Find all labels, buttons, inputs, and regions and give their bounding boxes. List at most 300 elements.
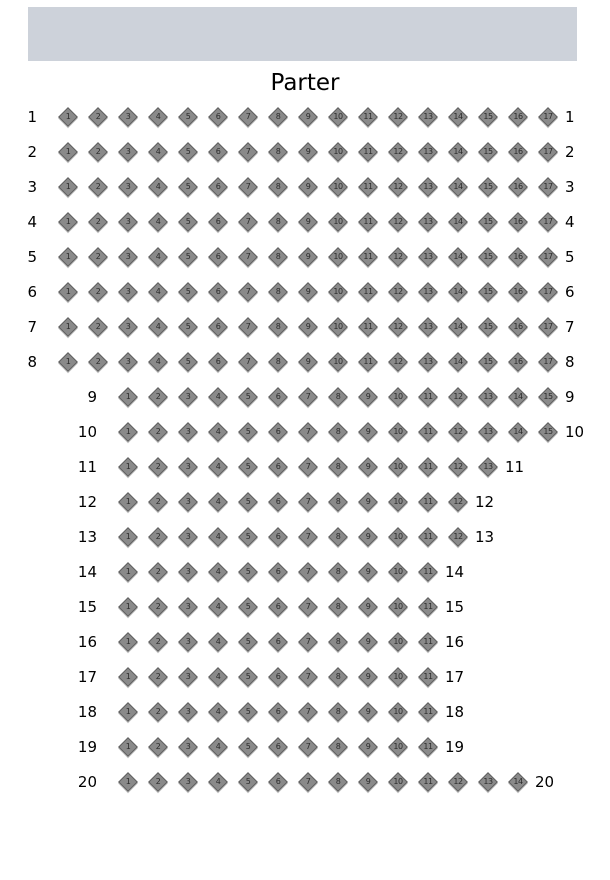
seat-number: 1 bbox=[65, 147, 71, 156]
seat[interactable] bbox=[118, 562, 138, 582]
seat[interactable] bbox=[388, 387, 408, 407]
seat[interactable] bbox=[148, 352, 168, 372]
seat[interactable] bbox=[268, 562, 288, 582]
seat[interactable] bbox=[388, 142, 408, 162]
seat[interactable] bbox=[298, 632, 318, 652]
seat[interactable] bbox=[358, 597, 378, 617]
seat-number: 2 bbox=[155, 672, 161, 681]
seat[interactable] bbox=[148, 527, 168, 547]
seat[interactable] bbox=[238, 632, 258, 652]
seat-number: 12 bbox=[393, 357, 403, 366]
seat[interactable] bbox=[148, 667, 168, 687]
seat[interactable] bbox=[298, 492, 318, 512]
seat[interactable] bbox=[478, 282, 498, 302]
seat[interactable] bbox=[418, 597, 438, 617]
seat[interactable] bbox=[388, 562, 408, 582]
seat[interactable] bbox=[268, 212, 288, 232]
seat[interactable] bbox=[88, 107, 108, 127]
seat[interactable] bbox=[358, 562, 378, 582]
seat[interactable] bbox=[298, 737, 318, 757]
seat[interactable] bbox=[118, 457, 138, 477]
seat[interactable] bbox=[418, 632, 438, 652]
seat[interactable] bbox=[478, 457, 498, 477]
seat[interactable] bbox=[238, 317, 258, 337]
seat[interactable] bbox=[328, 527, 348, 547]
seat[interactable] bbox=[358, 667, 378, 687]
seat[interactable] bbox=[148, 632, 168, 652]
seat[interactable] bbox=[118, 177, 138, 197]
seat[interactable] bbox=[268, 632, 288, 652]
seat[interactable] bbox=[148, 282, 168, 302]
seat[interactable] bbox=[358, 702, 378, 722]
seat[interactable] bbox=[448, 317, 468, 337]
seat[interactable] bbox=[418, 527, 438, 547]
seat[interactable] bbox=[448, 422, 468, 442]
seat[interactable] bbox=[88, 142, 108, 162]
seat[interactable] bbox=[298, 247, 318, 267]
seat[interactable] bbox=[148, 702, 168, 722]
seat[interactable] bbox=[88, 212, 108, 232]
seat[interactable] bbox=[538, 177, 558, 197]
seat[interactable] bbox=[358, 107, 378, 127]
seat[interactable] bbox=[448, 352, 468, 372]
seat[interactable] bbox=[208, 247, 228, 267]
seat[interactable] bbox=[478, 352, 498, 372]
seat[interactable] bbox=[328, 142, 348, 162]
seat[interactable] bbox=[178, 562, 198, 582]
seat[interactable] bbox=[208, 352, 228, 372]
seat[interactable] bbox=[508, 142, 528, 162]
seat[interactable] bbox=[388, 457, 408, 477]
seat[interactable] bbox=[418, 282, 438, 302]
seat[interactable] bbox=[328, 457, 348, 477]
seat[interactable] bbox=[448, 142, 468, 162]
seat[interactable] bbox=[448, 457, 468, 477]
seat[interactable] bbox=[388, 492, 408, 512]
seat[interactable] bbox=[448, 772, 468, 792]
seat[interactable] bbox=[508, 772, 528, 792]
seat[interactable] bbox=[418, 247, 438, 267]
seat[interactable] bbox=[178, 352, 198, 372]
seat[interactable] bbox=[358, 142, 378, 162]
seat[interactable] bbox=[508, 107, 528, 127]
seat[interactable] bbox=[88, 177, 108, 197]
seat[interactable] bbox=[508, 212, 528, 232]
seat[interactable] bbox=[208, 422, 228, 442]
seat[interactable] bbox=[418, 212, 438, 232]
seat[interactable] bbox=[238, 387, 258, 407]
seat[interactable] bbox=[178, 457, 198, 477]
seat[interactable] bbox=[388, 107, 408, 127]
seat[interactable] bbox=[178, 422, 198, 442]
seat[interactable] bbox=[178, 667, 198, 687]
seat[interactable] bbox=[268, 492, 288, 512]
seat[interactable] bbox=[418, 702, 438, 722]
seat[interactable] bbox=[208, 457, 228, 477]
seat[interactable] bbox=[298, 667, 318, 687]
seat-number: 5 bbox=[245, 497, 251, 506]
seat[interactable] bbox=[148, 457, 168, 477]
seat[interactable] bbox=[538, 247, 558, 267]
seat[interactable] bbox=[178, 702, 198, 722]
seat[interactable] bbox=[178, 142, 198, 162]
seat[interactable] bbox=[358, 387, 378, 407]
seat[interactable] bbox=[418, 317, 438, 337]
seat[interactable] bbox=[328, 177, 348, 197]
seat[interactable] bbox=[118, 492, 138, 512]
seat[interactable] bbox=[268, 107, 288, 127]
seat[interactable] bbox=[538, 387, 558, 407]
seat[interactable] bbox=[508, 352, 528, 372]
seat[interactable] bbox=[508, 387, 528, 407]
seat[interactable] bbox=[148, 387, 168, 407]
seat[interactable] bbox=[448, 107, 468, 127]
seat[interactable] bbox=[538, 422, 558, 442]
seat[interactable] bbox=[178, 772, 198, 792]
seat-number: 3 bbox=[185, 672, 191, 681]
seat[interactable] bbox=[118, 667, 138, 687]
seat[interactable] bbox=[478, 317, 498, 337]
seat[interactable] bbox=[358, 422, 378, 442]
seat-number: 9 bbox=[365, 672, 371, 681]
seat[interactable] bbox=[298, 387, 318, 407]
seat[interactable] bbox=[148, 142, 168, 162]
seat[interactable] bbox=[328, 492, 348, 512]
seat[interactable] bbox=[388, 702, 408, 722]
seat[interactable] bbox=[358, 282, 378, 302]
seat[interactable] bbox=[298, 282, 318, 302]
seat[interactable] bbox=[478, 247, 498, 267]
seat[interactable] bbox=[298, 107, 318, 127]
seat[interactable] bbox=[298, 142, 318, 162]
seat-number: 10 bbox=[393, 742, 403, 751]
seat[interactable] bbox=[538, 282, 558, 302]
seat-number: 5 bbox=[185, 287, 191, 296]
seat[interactable] bbox=[268, 142, 288, 162]
seat[interactable] bbox=[298, 422, 318, 442]
seat[interactable] bbox=[148, 562, 168, 582]
seat[interactable] bbox=[418, 422, 438, 442]
seat[interactable] bbox=[208, 737, 228, 757]
seat-number: 4 bbox=[215, 672, 221, 681]
seat[interactable] bbox=[238, 667, 258, 687]
seat[interactable] bbox=[238, 492, 258, 512]
seat[interactable] bbox=[448, 282, 468, 302]
seat[interactable] bbox=[268, 387, 288, 407]
seat[interactable] bbox=[148, 177, 168, 197]
seat[interactable] bbox=[328, 737, 348, 757]
seat[interactable] bbox=[238, 597, 258, 617]
seat[interactable] bbox=[418, 492, 438, 512]
seat[interactable] bbox=[238, 737, 258, 757]
seat[interactable] bbox=[148, 422, 168, 442]
seat[interactable] bbox=[418, 772, 438, 792]
seat[interactable] bbox=[328, 317, 348, 337]
seat[interactable] bbox=[88, 352, 108, 372]
seat[interactable] bbox=[418, 352, 438, 372]
seat[interactable] bbox=[238, 142, 258, 162]
seat[interactable] bbox=[208, 632, 228, 652]
seat[interactable] bbox=[508, 247, 528, 267]
seat-number: 16 bbox=[513, 217, 523, 226]
seat[interactable] bbox=[358, 212, 378, 232]
seat[interactable] bbox=[268, 737, 288, 757]
seat[interactable] bbox=[538, 142, 558, 162]
seat[interactable] bbox=[238, 527, 258, 547]
seat[interactable] bbox=[148, 492, 168, 512]
seat[interactable] bbox=[118, 317, 138, 337]
seat[interactable] bbox=[148, 597, 168, 617]
seat[interactable] bbox=[118, 422, 138, 442]
seat[interactable] bbox=[478, 387, 498, 407]
seat[interactable] bbox=[358, 352, 378, 372]
seat[interactable] bbox=[478, 107, 498, 127]
seat[interactable] bbox=[268, 317, 288, 337]
seat[interactable] bbox=[208, 107, 228, 127]
seat[interactable] bbox=[148, 772, 168, 792]
seat[interactable] bbox=[298, 177, 318, 197]
seat[interactable] bbox=[418, 107, 438, 127]
seat[interactable] bbox=[118, 527, 138, 547]
seat[interactable] bbox=[538, 107, 558, 127]
seat[interactable] bbox=[58, 142, 78, 162]
seat[interactable] bbox=[448, 527, 468, 547]
seat[interactable] bbox=[58, 317, 78, 337]
seat[interactable] bbox=[118, 387, 138, 407]
seat[interactable] bbox=[298, 527, 318, 547]
seat-number: 17 bbox=[543, 112, 553, 121]
seat[interactable] bbox=[178, 282, 198, 302]
seat[interactable] bbox=[298, 562, 318, 582]
seat[interactable] bbox=[118, 772, 138, 792]
seat[interactable] bbox=[448, 247, 468, 267]
seat[interactable] bbox=[418, 177, 438, 197]
seat[interactable] bbox=[238, 107, 258, 127]
seat[interactable] bbox=[418, 667, 438, 687]
seat[interactable] bbox=[208, 562, 228, 582]
seat[interactable] bbox=[358, 177, 378, 197]
seat[interactable] bbox=[118, 282, 138, 302]
seat[interactable] bbox=[478, 177, 498, 197]
seat[interactable] bbox=[388, 667, 408, 687]
seat[interactable] bbox=[238, 212, 258, 232]
seat[interactable] bbox=[178, 107, 198, 127]
seat[interactable] bbox=[268, 457, 288, 477]
seat[interactable] bbox=[478, 142, 498, 162]
seat[interactable] bbox=[328, 387, 348, 407]
seat[interactable] bbox=[268, 667, 288, 687]
seat[interactable] bbox=[358, 457, 378, 477]
seat[interactable] bbox=[118, 737, 138, 757]
seat[interactable] bbox=[238, 702, 258, 722]
seat[interactable] bbox=[208, 142, 228, 162]
seat[interactable] bbox=[268, 177, 288, 197]
seat[interactable] bbox=[238, 562, 258, 582]
seat[interactable] bbox=[268, 772, 288, 792]
seat[interactable] bbox=[298, 772, 318, 792]
seat[interactable] bbox=[508, 282, 528, 302]
seat[interactable] bbox=[298, 457, 318, 477]
seat[interactable] bbox=[148, 107, 168, 127]
seat[interactable] bbox=[88, 247, 108, 267]
seat[interactable] bbox=[178, 737, 198, 757]
seat[interactable] bbox=[418, 737, 438, 757]
seat[interactable] bbox=[268, 422, 288, 442]
seat[interactable] bbox=[268, 702, 288, 722]
seat[interactable] bbox=[148, 247, 168, 267]
seat[interactable] bbox=[358, 492, 378, 512]
seat[interactable] bbox=[178, 212, 198, 232]
seat[interactable] bbox=[58, 282, 78, 302]
seat[interactable] bbox=[328, 597, 348, 617]
seat[interactable] bbox=[388, 212, 408, 232]
seat[interactable] bbox=[118, 142, 138, 162]
seat[interactable] bbox=[538, 352, 558, 372]
seat[interactable] bbox=[238, 457, 258, 477]
seat[interactable] bbox=[178, 632, 198, 652]
seat[interactable] bbox=[388, 632, 408, 652]
seat[interactable] bbox=[58, 177, 78, 197]
seat[interactable] bbox=[238, 177, 258, 197]
seat[interactable] bbox=[418, 562, 438, 582]
seat[interactable] bbox=[358, 317, 378, 337]
seat[interactable] bbox=[208, 317, 228, 337]
seat[interactable] bbox=[448, 387, 468, 407]
seat[interactable] bbox=[358, 527, 378, 547]
seat[interactable] bbox=[448, 177, 468, 197]
seat[interactable] bbox=[478, 772, 498, 792]
seat[interactable] bbox=[478, 212, 498, 232]
seat[interactable] bbox=[238, 282, 258, 302]
seat[interactable] bbox=[388, 527, 408, 547]
seat[interactable] bbox=[88, 317, 108, 337]
seat[interactable] bbox=[358, 737, 378, 757]
seat[interactable] bbox=[328, 667, 348, 687]
seat[interactable] bbox=[388, 737, 408, 757]
seat[interactable] bbox=[268, 282, 288, 302]
seat[interactable] bbox=[118, 107, 138, 127]
seat[interactable] bbox=[58, 247, 78, 267]
seat[interactable] bbox=[58, 107, 78, 127]
seat[interactable] bbox=[118, 632, 138, 652]
row-label-right: 2 bbox=[565, 143, 575, 161]
seat[interactable] bbox=[208, 212, 228, 232]
seat[interactable] bbox=[88, 282, 108, 302]
seat[interactable] bbox=[208, 177, 228, 197]
seat[interactable] bbox=[388, 247, 408, 267]
seat[interactable] bbox=[118, 597, 138, 617]
seat[interactable] bbox=[268, 352, 288, 372]
seat[interactable] bbox=[388, 352, 408, 372]
seat[interactable] bbox=[208, 772, 228, 792]
seat[interactable] bbox=[268, 247, 288, 267]
seat[interactable] bbox=[538, 212, 558, 232]
seat[interactable] bbox=[178, 492, 198, 512]
seat[interactable] bbox=[148, 317, 168, 337]
seat[interactable] bbox=[328, 702, 348, 722]
seat[interactable] bbox=[418, 457, 438, 477]
seat[interactable] bbox=[508, 317, 528, 337]
seat[interactable] bbox=[178, 247, 198, 267]
seat[interactable] bbox=[208, 667, 228, 687]
seat[interactable] bbox=[418, 387, 438, 407]
seat[interactable] bbox=[298, 212, 318, 232]
seat[interactable] bbox=[298, 317, 318, 337]
seat[interactable] bbox=[268, 527, 288, 547]
seat-number: 1 bbox=[125, 602, 131, 611]
seat[interactable] bbox=[118, 702, 138, 722]
seat[interactable] bbox=[58, 212, 78, 232]
seat-number: 7 bbox=[245, 147, 251, 156]
seat[interactable] bbox=[328, 352, 348, 372]
seat[interactable] bbox=[118, 212, 138, 232]
seat[interactable] bbox=[208, 597, 228, 617]
seat[interactable] bbox=[328, 632, 348, 652]
seat[interactable] bbox=[118, 247, 138, 267]
seat[interactable] bbox=[328, 107, 348, 127]
seat[interactable] bbox=[298, 702, 318, 722]
seat[interactable] bbox=[328, 212, 348, 232]
seat[interactable] bbox=[208, 527, 228, 547]
seat[interactable] bbox=[238, 352, 258, 372]
seat[interactable] bbox=[358, 632, 378, 652]
seat[interactable] bbox=[388, 597, 408, 617]
seat[interactable] bbox=[358, 247, 378, 267]
seat[interactable] bbox=[388, 177, 408, 197]
seat[interactable] bbox=[208, 492, 228, 512]
seat[interactable] bbox=[178, 527, 198, 547]
seat[interactable] bbox=[358, 772, 378, 792]
seat[interactable] bbox=[328, 562, 348, 582]
seat[interactable] bbox=[478, 422, 498, 442]
seat[interactable] bbox=[178, 387, 198, 407]
seat[interactable] bbox=[238, 247, 258, 267]
seat[interactable] bbox=[58, 352, 78, 372]
seat[interactable] bbox=[118, 352, 138, 372]
seat[interactable] bbox=[238, 422, 258, 442]
seat[interactable] bbox=[148, 737, 168, 757]
seat-number: 2 bbox=[155, 532, 161, 541]
seat[interactable] bbox=[178, 317, 198, 337]
seat[interactable] bbox=[388, 422, 408, 442]
seat[interactable] bbox=[208, 282, 228, 302]
seat[interactable] bbox=[178, 177, 198, 197]
seat[interactable] bbox=[208, 387, 228, 407]
seat[interactable] bbox=[508, 177, 528, 197]
seat[interactable] bbox=[148, 212, 168, 232]
seat[interactable] bbox=[208, 702, 228, 722]
seat[interactable] bbox=[508, 422, 528, 442]
seat-number: 5 bbox=[245, 672, 251, 681]
seat[interactable] bbox=[538, 317, 558, 337]
seat[interactable] bbox=[298, 352, 318, 372]
seat[interactable] bbox=[328, 772, 348, 792]
seat[interactable] bbox=[328, 422, 348, 442]
seat[interactable] bbox=[328, 282, 348, 302]
seat[interactable] bbox=[298, 597, 318, 617]
seat[interactable] bbox=[238, 772, 258, 792]
seat[interactable] bbox=[448, 212, 468, 232]
seat[interactable] bbox=[268, 597, 288, 617]
seat[interactable] bbox=[388, 282, 408, 302]
seat[interactable] bbox=[328, 247, 348, 267]
seat[interactable] bbox=[448, 492, 468, 512]
seat[interactable] bbox=[388, 317, 408, 337]
seat[interactable] bbox=[418, 142, 438, 162]
seat[interactable] bbox=[388, 772, 408, 792]
seat-number: 4 bbox=[155, 182, 161, 191]
seat[interactable] bbox=[178, 597, 198, 617]
